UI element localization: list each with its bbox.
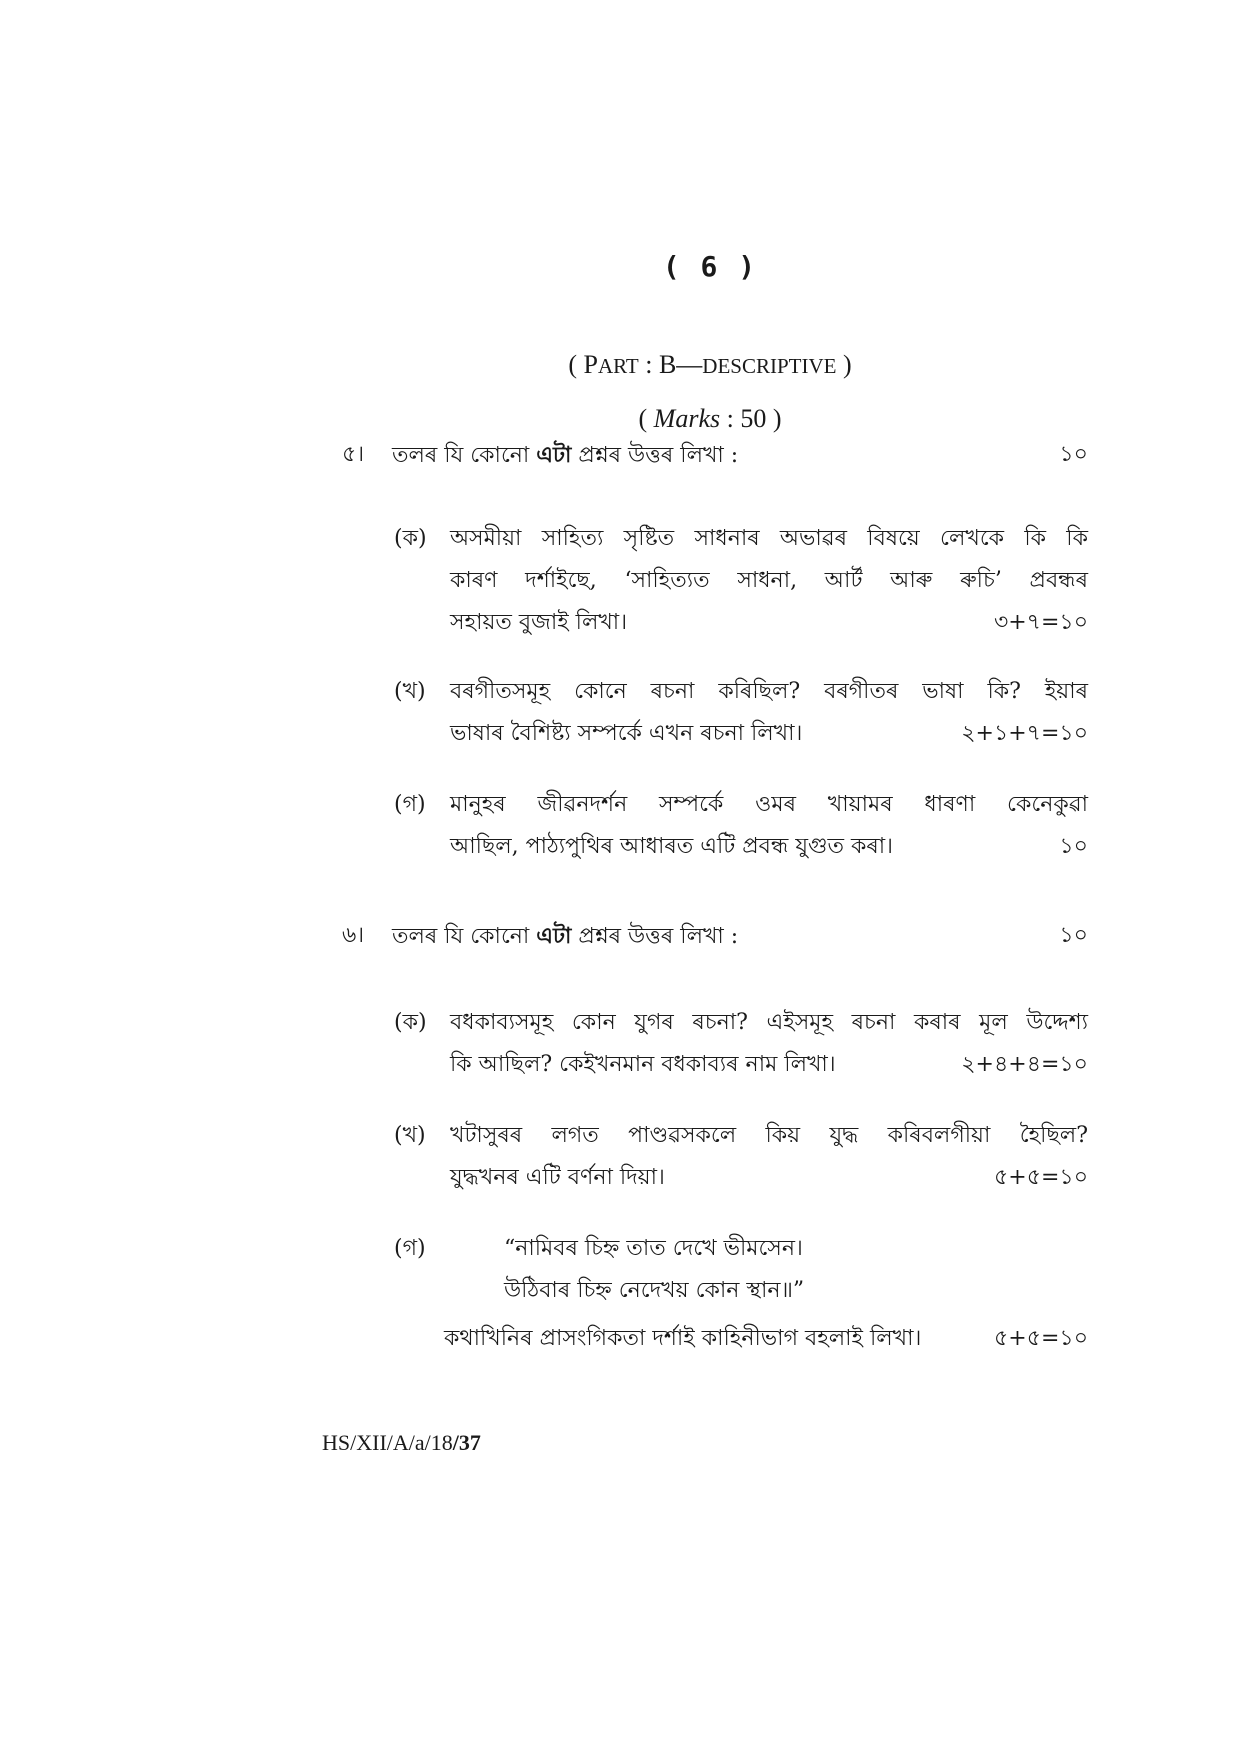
sub-marks: ৫+৫=১০ [994, 1165, 1088, 1190]
part-title-small-2: DESCRIPTIVE [702, 354, 837, 378]
quote-instruction-text: কথাখিনিৰ প্ৰাসংগিকতা দৰ্শাই কাহিনীভাগ বহলাই লিখা। [444, 1326, 922, 1351]
sub-body [450, 518, 1088, 644]
footer-code-text: HS/XII/A/a/18 [322, 1430, 453, 1455]
sub-marks: ২+৪+৪=১০ [961, 1052, 1088, 1077]
sub-line-text: কি আছিল? কেইখনমান বধকাব্যৰ নাম লিখা। [450, 1052, 836, 1077]
question-6-marks: ১০ [1059, 923, 1088, 948]
question-5-instruction [392, 440, 738, 471]
sub-line: মানুহৰ জীৱনদৰ্শন সম্পৰ্কে ওমৰ খায়ামৰ ধাৰণা কেনেকুৱা [450, 792, 1088, 817]
sub-body [450, 1002, 1088, 1086]
quote-instruction [444, 1318, 1088, 1360]
q5-text-bold: এটা [536, 442, 572, 468]
sub-line-last [450, 713, 1088, 755]
sub-line-text: সহায়ত বুজাই লিখা। [450, 610, 628, 635]
sub-marks: ১০ [1059, 834, 1088, 859]
sub-line-last [450, 1157, 1088, 1199]
sub-label: (ক) [394, 1010, 427, 1035]
marks-line [0, 404, 1242, 434]
part-title-mid: : B— [638, 350, 703, 379]
sub-label: (খ) [394, 1123, 426, 1148]
sub-line-last [450, 826, 1088, 868]
sub-body [450, 1115, 1088, 1199]
page-number: ( 6 ) [662, 250, 758, 283]
part-title [0, 350, 1242, 380]
question-5-marks: ১০ [1059, 442, 1088, 467]
sub-body [450, 784, 1088, 868]
part-title-close: ) [836, 350, 852, 379]
q5-text-before: তলৰ যি কোনো [392, 443, 537, 468]
sub-body [450, 671, 1088, 755]
footer-code [322, 1430, 481, 1456]
sub-label: (গ) [394, 1236, 426, 1261]
q6-text-after: প্ৰশ্নৰ উত্তৰ লিখা : [571, 924, 739, 949]
sub-marks: ২+১+৭=১০ [961, 721, 1088, 746]
sub-line-last [450, 602, 1088, 644]
part-title-small-1: ART [597, 354, 639, 378]
sub-line: অসমীয়া সাহিত্য সৃষ্টিত সাধনাৰ অভাৱৰ বিষয়ে লেখকে কি কি [450, 526, 1088, 551]
sub-line-text: আছিল, পাঠ্যপুথিৰ আধাৰত এটি প্ৰবন্ধ যুগুত কৰা। [450, 834, 894, 859]
q5-text-after: প্ৰশ্নৰ উত্তৰ লিখা : [571, 443, 739, 468]
q6-text-bold: এটা [536, 923, 572, 949]
q6-text-before: তলৰ যি কোনো [392, 924, 537, 949]
sub-label: (খ) [394, 679, 426, 704]
verse-line-2: উঠিবাৰ চিহ্ন নেদেখয় কোন স্থান॥” [504, 1278, 805, 1303]
quote-instruction-marks: ৫+৫=১০ [994, 1326, 1088, 1351]
marks-rest: : 50 ) [720, 404, 782, 433]
question-6-instruction [392, 921, 738, 952]
sub-line-last [450, 1044, 1088, 1086]
verse-line-1: “নামিবৰ চিহ্ন তাত দেখে ভীমসেন। [504, 1236, 803, 1261]
footer-code-bold: /37 [452, 1430, 481, 1455]
sub-line-text: যুদ্ধখনৰ এটি বৰ্ণনা দিয়া। [450, 1165, 665, 1190]
question-5-number: ৫। [342, 442, 365, 467]
sub-line: কাৰণ দৰ্শাইছে, ‘সাহিত্যত সাধনা, আৰ্ট আৰু ৰুচি’ প্ৰবন্ধৰ [450, 568, 1088, 593]
sub-line: খটাসুৰৰ লগত পাণ্ডৱসকলে কিয় যুদ্ধ কৰিবলগীয়া হৈছিল? [450, 1123, 1088, 1148]
sub-label: (ক) [394, 526, 427, 551]
quoted-verse [504, 1228, 804, 1312]
sub-line: বৰগীতসমূহ কোনে ৰচনা কৰিছিল? বৰগীতৰ ভাষা কি? ইয়াৰ [450, 679, 1088, 704]
sub-line: বধকাব্যসমূহ কোন যুগৰ ৰচনা? এইসমূহ ৰচনা কৰাৰ মূল উদ্দেশ্য [450, 1010, 1088, 1035]
sub-label: (গ) [394, 792, 426, 817]
sub-marks: ৩+৭=১০ [993, 610, 1088, 635]
part-title-open: ( P [568, 350, 598, 379]
sub-line-text: ভাষাৰ বৈশিষ্ট্য সম্পৰ্কে এখন ৰচনা লিখা। [450, 721, 803, 746]
question-6-number: ৬। [342, 923, 365, 948]
marks-open: ( [638, 404, 654, 433]
marks-word: Marks [653, 404, 721, 433]
